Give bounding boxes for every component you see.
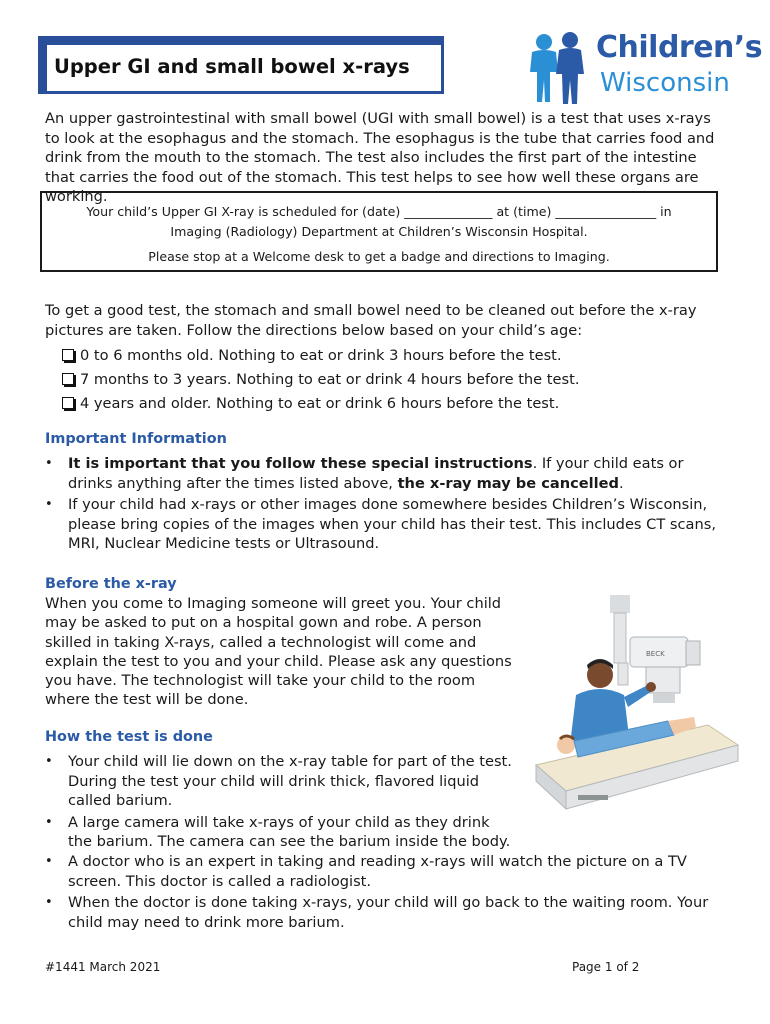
list-item xyxy=(45,454,725,493)
checklist-item xyxy=(62,344,702,368)
important-heading: Important Information xyxy=(45,431,227,447)
how-list-continued xyxy=(45,852,725,934)
checklist-item xyxy=(62,368,702,392)
age-checklist xyxy=(62,344,702,416)
schedule-line-2: Imaging (Radiology) Department at Children’s Wisconsin Hospital. xyxy=(170,224,588,239)
schedule-box xyxy=(40,191,718,272)
schedule-line-3: Please stop at a Welcome desk to get a badge and directions to Imaging. xyxy=(148,249,610,264)
childrens-wisconsin-logo xyxy=(520,30,763,106)
checklist-label: 7 months to 3 years. Nothing to eat or drink 4 hours before the test. xyxy=(80,371,580,388)
instructions-end: . xyxy=(619,474,624,492)
children-figures-icon xyxy=(520,30,596,106)
title-box xyxy=(38,36,444,94)
checkbox-icon[interactable] xyxy=(62,397,74,409)
illustration-label: BECK xyxy=(646,650,665,658)
instructions-text: . If your child eats or drinks anything after the times listed above, xyxy=(68,455,684,492)
xray-illustration xyxy=(518,595,744,823)
schedule-line-1: Your child’s Upper GI X-ray is scheduled for (date) ______________ at (time) ________________ in xyxy=(86,204,672,219)
checkbox-icon[interactable] xyxy=(62,349,74,361)
how-list xyxy=(45,752,515,854)
logo-text-wisconsin: Wisconsin xyxy=(600,68,730,98)
list-item: • Your child will lie down on the x-ray table for part of the test. During the test your child will drink thick, flavored liquid called barium. xyxy=(45,752,515,811)
page-number: Page 1 of 2 xyxy=(572,960,640,974)
before-paragraph: When you come to Imaging someone will greet you. Your child may be asked to put on a hospital gown and robe. A person skilled in taking X-rays, called a technologist will come and explain the test to you and your child. Please ask any questions you have. The technologist will take your child to the room where the test will be done. xyxy=(45,595,512,709)
checklist-label: 0 to 6 months old. Nothing to eat or drink 3 hours before the test. xyxy=(80,347,562,364)
page-title: Upper GI and small bowel x-rays xyxy=(54,55,410,78)
logo-text-childrens: Children’s xyxy=(596,30,763,65)
checklist-item xyxy=(62,392,702,416)
instructions-bold: It is important that you follow these special instructions xyxy=(68,455,533,472)
checklist-label: 4 years and older. Nothing to eat or drink 6 hours before the test. xyxy=(80,395,560,412)
intro-paragraph: An upper gastrointestinal with small bowel (UGI with small bowel) is a test that uses x-rays to look at the esophagus and the stomach. The esophagus is the tube that carries food and drink from the mouth to the stomach. The test also includes the first part of the intestine that carries the food out of the stomach. This test helps to see how well these organs are working. xyxy=(45,110,715,205)
checkbox-icon[interactable] xyxy=(62,373,74,385)
cancelled-bold: the x-ray may be cancelled xyxy=(397,474,619,492)
list-item: • A large camera will take x-rays of your child as they drink the barium. The camera can see the barium inside the body. xyxy=(45,813,515,852)
prep-paragraph: To get a good test, the stomach and small bowel need to be cleaned out before the x-ray pictures are taken. Follow the directions below based on your child’s age: xyxy=(45,302,697,339)
important-list xyxy=(45,454,725,556)
before-heading: Before the x-ray xyxy=(45,576,177,592)
images-text: If your child had x-rays or other images done somewhere besides Children’s Wisconsin, please bring copies of the images when your child has their test. This includes CT scans, MRI, Nuclear Medicine tests or Ultrasound. xyxy=(68,496,716,552)
how-heading: How the test is done xyxy=(45,729,213,745)
list-item: • A doctor who is an expert in taking and reading x-rays will watch the picture on a TV screen. This doctor is called a radiologist. xyxy=(45,852,725,891)
list-item: • When the doctor is done taking x-rays, your child will go back to the waiting room. Your child may need to drink more barium. xyxy=(45,893,725,932)
document-number: #1441 March 2021 xyxy=(45,960,161,974)
xray-machine-illustration xyxy=(518,595,744,823)
list-item xyxy=(45,495,725,554)
